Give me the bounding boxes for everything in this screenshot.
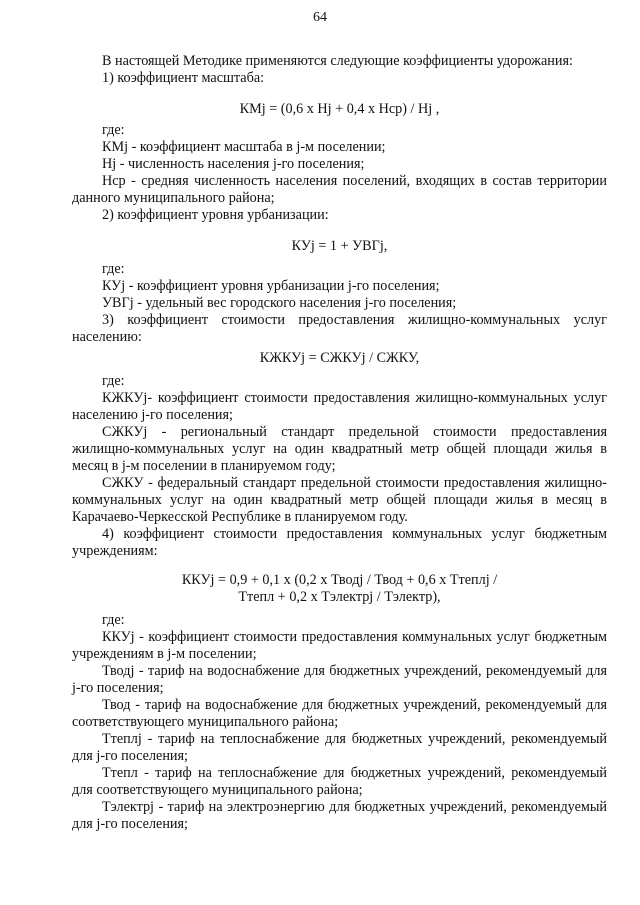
definition: Ттепл - тариф на теплоснабжение для бюджетных учреждений, рекомендуемый для соответствующего муниципального района; [72,765,607,798]
item-1-heading: 1) коэффициент масштаба: [102,70,265,86]
definition: Ттеплj - тариф на теплоснабжение для бюджетных учреждений, рекомендуемый для j-го поселения; [72,731,607,764]
intro-paragraph: В настоящей Методике применяются следующие коэффициенты удорожания: [102,53,573,69]
formula-kzhku: КЖКУj = СЖКУj / СЖКУ, [259,350,420,366]
formula-kku-line-1: ККУj = 0,9 + 0,1 х (0,2 х Тводj / Твод + 0,6 х Ттеплj / [181,572,498,588]
definition: КЖКУj- коэффициент стоимости предоставления жилищно-коммунальных услуг населению j-го поселения; [72,390,607,423]
definition: СЖКУ - федеральный стандарт предельной стоимости предоставления жилищно-коммунальных услуг на один квадратный метр общей площади жилья в месяц в Карачаево-Черкесской Республике в планируемом году. [72,475,607,525]
definition: Нср - средняя численность населения поселений, входящих в состав территории данного муниципального района; [72,173,607,206]
where-label: где: [102,373,125,389]
definition: Тэлектрj - тариф на электроэнергию для бюджетных учреждений, рекомендуемый для j-го поселения; [72,799,607,832]
item-2-heading: 2) коэффициент уровня урбанизации: [102,207,329,223]
definition: КУj - коэффициент уровня урбанизации j-го поселения; [102,278,440,294]
definition: УВГj - удельный вес городского населения j-го поселения; [102,295,457,311]
where-label: где: [102,122,125,138]
page-body [72,53,607,833]
definition: ККУj - коэффициент стоимости предоставления коммунальных услуг бюджетным учреждениям в j-м поселении; [72,629,607,662]
formula-kku-line-2: Ттепл + 0,2 х Тэлектрj / Тэлектр), [238,589,441,605]
item-4-heading: 4) коэффициент стоимости предоставления коммунальных услуг бюджетным учреждениям: [72,526,607,559]
definition: КМj - коэффициент масштаба в j-м поселении; [102,139,386,155]
formula-km: КМj = (0,6 х Нj + 0,4 х Нср) / Нj , [239,101,440,117]
where-label: где: [102,612,125,628]
formula-ku: КУj = 1 + УВГj, [291,238,388,254]
definition: СЖКУj - региональный стандарт предельной стоимости предоставления жилищно-коммунальных услуг на один квадратный метр общей площади жилья в месяц в j-м поселении в планируемом году; [72,424,607,474]
definition: Тводj - тариф на водоснабжение для бюджетных учреждений, рекомендуемый для j-го поселения; [72,663,607,696]
where-label: где: [102,261,125,277]
item-3-heading: 3) коэффициент стоимости предоставления жилищно-коммунальных услуг населению: [72,312,607,345]
definition: Нj - численность населения j-го поселения; [102,156,365,172]
definition: Твод - тариф на водоснабжение для бюджетных учреждений, рекомендуемый для соответствующего муниципального района; [72,697,607,730]
page-number: 64 [313,10,327,25]
